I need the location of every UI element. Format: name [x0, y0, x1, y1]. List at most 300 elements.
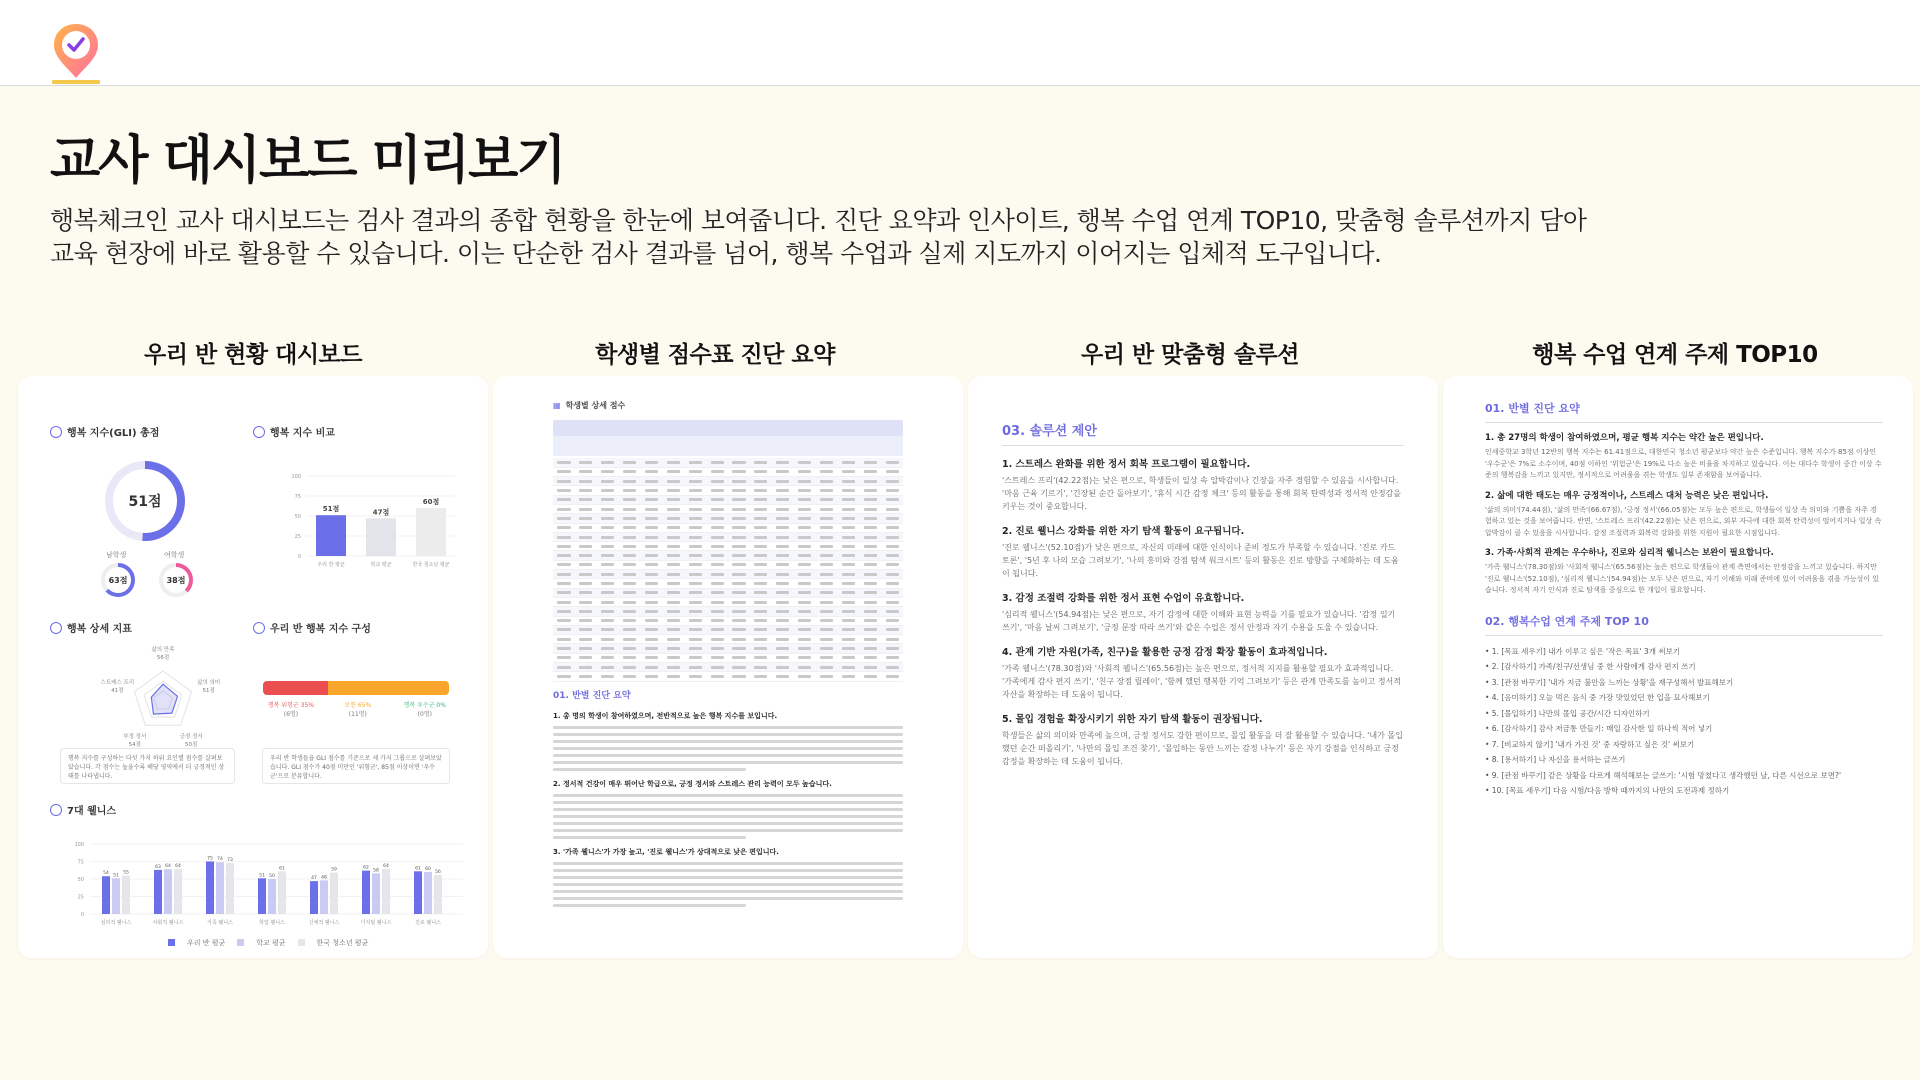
composition-label: 행복 위험군 35% (6명)	[263, 700, 319, 718]
cell-placeholder	[798, 563, 811, 566]
table-cell	[859, 504, 881, 513]
table-cell	[597, 495, 619, 504]
table-cell	[837, 588, 859, 597]
solutions-list	[1002, 456, 1404, 768]
table-cell	[641, 495, 663, 504]
table-cell	[684, 625, 706, 634]
table-cell	[728, 579, 750, 588]
cell-placeholder	[579, 526, 592, 529]
table-cell	[684, 504, 706, 513]
cell-placeholder	[623, 656, 636, 659]
cell-placeholder	[711, 489, 724, 492]
table-cell	[881, 597, 903, 606]
table-row	[553, 514, 903, 523]
radar-value: 50점	[185, 741, 198, 748]
table-cell	[859, 560, 881, 569]
cell-placeholder	[798, 619, 811, 622]
table-cell	[750, 635, 772, 644]
table-cell	[881, 486, 903, 495]
table-cell	[837, 579, 859, 588]
cell-placeholder	[601, 656, 614, 659]
table-row	[553, 560, 903, 569]
table-cell	[553, 653, 575, 662]
cell-placeholder	[689, 601, 702, 604]
top10-preview-card[interactable]	[1443, 376, 1913, 958]
cell-placeholder	[732, 675, 745, 678]
legend-item: 우리 반 평균	[168, 939, 225, 947]
y-tick-label: 50	[77, 877, 84, 883]
cell-placeholder	[776, 675, 789, 678]
table-cell	[837, 672, 859, 681]
table-cell	[641, 644, 663, 653]
cell-placeholder	[842, 461, 855, 464]
legend-swatch	[168, 939, 175, 946]
table-cell	[772, 607, 794, 616]
cell-placeholder	[842, 498, 855, 501]
cell-placeholder	[645, 536, 658, 539]
cell-placeholder	[820, 601, 833, 604]
summary-item-title: 2. 정서적 건강이 매우 뛰어난 학급으로, 긍정 정서와 스트레스 관리 능력이 모두 높습니다.	[553, 780, 832, 788]
y-tick-label: 100	[74, 842, 84, 848]
table-cell	[772, 644, 794, 653]
table-cell	[597, 514, 619, 523]
table-cell	[859, 653, 881, 662]
table-cell	[575, 532, 597, 541]
wellness-bar	[258, 878, 266, 914]
table-row	[553, 616, 903, 625]
table-cell	[641, 672, 663, 681]
cell-placeholder	[842, 508, 855, 511]
cell-placeholder	[711, 610, 724, 613]
cell-placeholder	[864, 489, 877, 492]
cell-placeholder	[557, 628, 570, 631]
cell-placeholder	[732, 628, 745, 631]
table-cell	[816, 570, 838, 579]
cell-placeholder	[776, 647, 789, 650]
cell-placeholder	[711, 498, 724, 501]
cell-placeholder	[820, 638, 833, 641]
y-tick-label: 25	[77, 894, 84, 901]
scores-summary-list	[553, 711, 903, 907]
cell-placeholder	[732, 666, 745, 669]
table-cell	[859, 486, 881, 495]
cell-placeholder	[711, 545, 724, 548]
cell-placeholder	[798, 666, 811, 669]
cell-placeholder	[601, 591, 614, 594]
cell-placeholder	[645, 508, 658, 511]
table-cell	[728, 551, 750, 560]
text-line-placeholder	[553, 754, 903, 757]
cell-placeholder	[601, 638, 614, 641]
cell-placeholder	[798, 461, 811, 464]
table-cell	[641, 663, 663, 672]
table-cell	[641, 467, 663, 476]
table-cell	[750, 477, 772, 486]
cell-placeholder	[689, 610, 702, 613]
cell-placeholder	[711, 554, 724, 557]
table-cell	[728, 514, 750, 523]
summary-item-body: '가족 웰니스'(78.30점)와 '사회적 웰니스'(65.56점)는 높은 편으로 학생들이 관계 측면에서는 안정감을 느끼고 있습니다. 하지만 '진로 웰니스'(52.10점), '심리적 웰니스'(54.94점)는 모두 낮은 편으로, 자기 이해와 미래 준비에 있어 어려움을 겪을 가능성이 있습니다. 정서적 자기 인식과 진로 탐색을 중심으로 한 개입이 필요합니다.	[1485, 563, 1880, 594]
cell-placeholder	[623, 582, 636, 585]
cell-placeholder	[711, 591, 724, 594]
cell-placeholder	[864, 554, 877, 557]
composition-segment	[263, 681, 328, 695]
table-cell	[662, 467, 684, 476]
wellness-panel-title	[50, 802, 116, 817]
table-cell	[684, 542, 706, 551]
text-line-placeholder	[553, 808, 903, 811]
cell-placeholder	[886, 545, 899, 548]
cell-placeholder	[601, 666, 614, 669]
cell-placeholder	[579, 470, 592, 473]
compare-bar-label: 학교 평균	[370, 562, 392, 568]
composition-count: (6명)	[283, 711, 299, 718]
cell-placeholder	[689, 508, 702, 511]
table-cell	[684, 597, 706, 606]
table-cell	[662, 644, 684, 653]
cell-placeholder	[557, 666, 570, 669]
radar-label: 삶의 만족	[151, 647, 175, 653]
table-row	[553, 597, 903, 606]
cell-placeholder	[667, 536, 680, 539]
cell-placeholder	[864, 536, 877, 539]
cell-placeholder	[776, 666, 789, 669]
table-cell	[706, 672, 728, 681]
cell-placeholder	[579, 619, 592, 622]
cell-placeholder	[886, 498, 899, 501]
cell-placeholder	[711, 536, 724, 539]
wellness-category-label: 진로 웰니스	[415, 920, 441, 926]
cell-placeholder	[667, 666, 680, 669]
table-cell	[619, 486, 641, 495]
cell-placeholder	[820, 675, 833, 678]
topic-item: • 4. [음미하기] 오늘 먹은 음식 중 가장 맛있었던 한 입을 묘사해보기	[1485, 693, 1710, 702]
table-cell	[750, 570, 772, 579]
cell-placeholder	[886, 470, 899, 473]
cell-placeholder	[886, 601, 899, 604]
table-cell	[772, 542, 794, 551]
table-cell	[837, 458, 859, 467]
cell-placeholder	[798, 628, 811, 631]
table-cell	[728, 625, 750, 634]
cell-placeholder	[776, 508, 789, 511]
cell-placeholder	[864, 675, 877, 678]
table-cell	[684, 532, 706, 541]
table-cell	[794, 495, 816, 504]
table-cell	[619, 653, 641, 662]
cell-placeholder	[689, 573, 702, 576]
table-cell	[662, 495, 684, 504]
cell-placeholder	[864, 563, 877, 566]
wellness-title-text: 7대 웰니스	[67, 806, 117, 817]
scores-header	[553, 400, 625, 411]
cell-placeholder	[601, 573, 614, 576]
scores-table-header	[553, 420, 903, 436]
cell-placeholder	[754, 461, 767, 464]
cell-placeholder	[732, 517, 745, 520]
cell-placeholder	[623, 647, 636, 650]
cell-placeholder	[557, 517, 570, 520]
wellness-bar-value: 61	[415, 866, 421, 872]
table-cell	[641, 579, 663, 588]
text-line-placeholder	[553, 733, 903, 736]
table-cell	[575, 644, 597, 653]
cell-placeholder	[798, 545, 811, 548]
summary-item-title: 2. 삶에 대한 태도는 매우 긍정적이나, 스트레스 대처 능력은 낮은 편입니다.	[1485, 490, 1769, 501]
cell-placeholder	[711, 628, 724, 631]
cell-placeholder	[623, 498, 636, 501]
cell-placeholder	[579, 517, 592, 520]
table-cell	[837, 551, 859, 560]
dashboard-preview-card[interactable]	[18, 376, 488, 958]
cell-placeholder	[601, 563, 614, 566]
table-cell	[816, 644, 838, 653]
cell-placeholder	[667, 461, 680, 464]
table-cell	[750, 597, 772, 606]
table-cell	[706, 597, 728, 606]
gauge-icon	[50, 426, 62, 438]
cell-placeholder	[886, 480, 899, 483]
table-cell	[662, 672, 684, 681]
cell-placeholder	[842, 573, 855, 576]
wellness-bar-value: 64	[175, 864, 181, 870]
column-title-scores: 학생별 점수표 진단 요약	[595, 342, 835, 368]
cell-placeholder	[689, 498, 702, 501]
cell-placeholder	[689, 526, 702, 529]
detail-note: 행복 지수를 구성하는 다섯 가지 하위 요인별 점수를 살펴보았습니다. 각 점수는 높을수록 해당 영역에서 더 긍정적인 상태를 나타냅니다.	[60, 748, 235, 784]
composition-title-text: 우리 반 행복 지수 구성	[270, 624, 371, 635]
table-cell	[728, 532, 750, 541]
text-line-placeholder	[553, 794, 903, 797]
table-cell	[684, 663, 706, 672]
table-cell	[684, 570, 706, 579]
composition-labels	[263, 700, 449, 722]
cell-placeholder	[842, 591, 855, 594]
cell-placeholder	[579, 647, 592, 650]
cell-placeholder	[864, 470, 877, 473]
table-cell	[706, 486, 728, 495]
table-cell	[816, 514, 838, 523]
table-cell	[553, 597, 575, 606]
table-cell	[641, 570, 663, 579]
cell-placeholder	[754, 498, 767, 501]
table-cell	[750, 542, 772, 551]
cell-placeholder	[557, 554, 570, 557]
wellness-bar-value: 48	[321, 875, 327, 881]
wellness-bar	[102, 876, 110, 914]
topic-item: • 7. [비교하지 않기] '내가 가진 것' 중 자랑하고 싶은 것' 써보기	[1485, 739, 1695, 749]
text-line-placeholder	[553, 897, 903, 900]
table-cell	[684, 644, 706, 653]
table-cell	[553, 560, 575, 569]
cell-placeholder	[711, 619, 724, 622]
cell-placeholder	[754, 619, 767, 622]
radar-value: 54점	[128, 741, 141, 748]
wellness-bar-value: 59	[331, 867, 337, 873]
cell-placeholder	[667, 591, 680, 594]
cell-placeholder	[579, 675, 592, 678]
column-title-solutions: 우리 반 맞춤형 솔루션	[1081, 342, 1299, 368]
text-line-placeholder	[553, 726, 903, 729]
female-label: 여학생	[164, 551, 185, 559]
cell-placeholder	[601, 508, 614, 511]
cell-placeholder	[754, 666, 767, 669]
cell-placeholder	[820, 656, 833, 659]
table-cell	[728, 588, 750, 597]
table-row	[553, 495, 903, 504]
composition-segment	[328, 681, 449, 695]
table-cell	[794, 523, 816, 532]
y-tick-label: 75	[294, 494, 301, 500]
cell-placeholder	[579, 666, 592, 669]
wellness-bar-value: 60	[425, 867, 431, 872]
table-cell	[837, 514, 859, 523]
cell-placeholder	[711, 638, 724, 641]
cell-placeholder	[601, 489, 614, 492]
cell-placeholder	[864, 480, 877, 483]
cell-placeholder	[623, 489, 636, 492]
table-cell	[728, 523, 750, 532]
table-cell	[859, 467, 881, 476]
wellness-bar	[414, 871, 422, 914]
cell-placeholder	[601, 601, 614, 604]
cell-placeholder	[776, 619, 789, 622]
table-cell	[728, 616, 750, 625]
table-cell	[881, 542, 903, 551]
table-cell	[881, 467, 903, 476]
cell-placeholder	[842, 666, 855, 669]
cell-placeholder	[820, 666, 833, 669]
table-cell	[816, 579, 838, 588]
top-bar	[0, 0, 1920, 86]
cell-placeholder	[645, 666, 658, 669]
cell-placeholder	[601, 480, 614, 483]
table-cell	[816, 458, 838, 467]
y-tick-label: 0	[80, 912, 84, 918]
table-cell	[881, 532, 903, 541]
table-cell	[641, 523, 663, 532]
table-cell	[553, 523, 575, 532]
table-cell	[619, 635, 641, 644]
cell-placeholder	[820, 480, 833, 483]
table-cell	[881, 644, 903, 653]
cell-placeholder	[689, 545, 702, 548]
table-cell	[662, 514, 684, 523]
table-cell	[794, 597, 816, 606]
table-cell	[597, 504, 619, 513]
table-cell	[772, 532, 794, 541]
solutions-preview-card[interactable]	[968, 376, 1438, 958]
cell-placeholder	[776, 628, 789, 631]
wellness-bar-value: 47	[311, 876, 317, 882]
table-cell	[816, 523, 838, 532]
wellness-bar	[278, 871, 286, 914]
table-cell	[794, 607, 816, 616]
scores-preview-card[interactable]	[493, 376, 963, 958]
table-cell	[772, 486, 794, 495]
table-cell	[816, 588, 838, 597]
cell-placeholder	[886, 656, 899, 659]
table-cell	[837, 663, 859, 672]
cell-placeholder	[623, 508, 636, 511]
table-cell	[837, 542, 859, 551]
cell-placeholder	[645, 656, 658, 659]
table-row	[553, 579, 903, 588]
table-cell	[706, 616, 728, 625]
table-cell	[684, 523, 706, 532]
column-title-top10: 행복 수업 연계 주제 TOP10	[1532, 342, 1818, 368]
wellness-category-label: 디지털 웰니스	[360, 920, 392, 926]
cell-placeholder	[820, 591, 833, 594]
table-cell	[575, 570, 597, 579]
topic-item: • 3. [관점 바꾸기] '내가 지금 불안을 느끼는 상황'을 재구성해서 발표해보기	[1485, 677, 1734, 687]
cell-placeholder	[886, 582, 899, 585]
cell-placeholder	[754, 536, 767, 539]
table-cell	[553, 542, 575, 551]
cell-placeholder	[754, 656, 767, 659]
table-cell	[619, 532, 641, 541]
page-title: 교사 대시보드 미리보기	[50, 131, 565, 191]
table-cell	[662, 625, 684, 634]
table-cell	[881, 514, 903, 523]
table-cell	[881, 560, 903, 569]
table-cell	[794, 467, 816, 476]
text-line-placeholder	[553, 862, 903, 865]
cell-placeholder	[820, 517, 833, 520]
cell-placeholder	[842, 517, 855, 520]
cell-placeholder	[798, 656, 811, 659]
radar-label: 스트레스 프리	[100, 680, 135, 687]
table-cell	[553, 570, 575, 579]
cell-placeholder	[886, 563, 899, 566]
cell-placeholder	[886, 461, 899, 464]
scores-table	[553, 458, 903, 682]
detail-panel-title	[50, 620, 132, 635]
table-row	[553, 486, 903, 495]
table-cell	[859, 514, 881, 523]
cell-placeholder	[864, 498, 877, 501]
cell-placeholder	[798, 601, 811, 604]
table-cell	[881, 635, 903, 644]
cell-placeholder	[886, 536, 899, 539]
table-cell	[881, 551, 903, 560]
cell-placeholder	[623, 536, 636, 539]
wellness-bar-value: 58	[373, 868, 379, 874]
composition-count: (0명)	[417, 711, 432, 718]
table-cell	[728, 672, 750, 681]
cell-placeholder	[623, 573, 636, 576]
table-cell	[619, 467, 641, 476]
cell-placeholder	[798, 536, 811, 539]
cell-placeholder	[754, 563, 767, 566]
table-cell	[597, 532, 619, 541]
solution-title: 2. 진로 웰니스 강화를 위한 자기 탐색 활동이 요구됩니다.	[1002, 526, 1245, 537]
cell-placeholder	[864, 647, 877, 650]
table-cell	[794, 663, 816, 672]
cell-placeholder	[842, 601, 855, 604]
table-cell	[641, 486, 663, 495]
table-cell	[597, 644, 619, 653]
happy-checkin-logo-icon[interactable]	[50, 20, 102, 86]
gli-panel-title	[50, 424, 159, 439]
table-cell	[837, 532, 859, 541]
table-cell	[728, 504, 750, 513]
cell-placeholder	[732, 582, 745, 585]
table-cell	[794, 542, 816, 551]
cell-placeholder	[667, 554, 680, 557]
table-cell	[597, 551, 619, 560]
cell-placeholder	[776, 582, 789, 585]
